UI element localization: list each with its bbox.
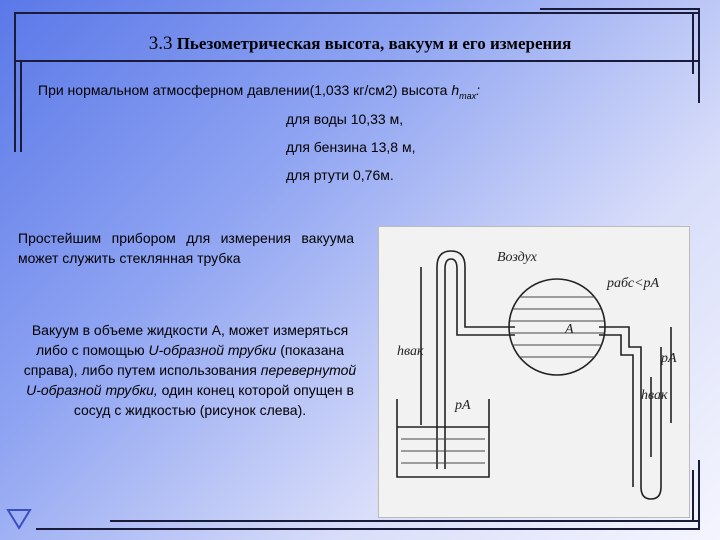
triangle-nav-icon[interactable] <box>6 508 32 535</box>
intro-sentence: При нормальном атмосферном давлении(1,033 кг/см2) высота <box>38 82 452 98</box>
inverted-u-tube-outer <box>437 251 515 469</box>
inverted-u-tube-inner <box>445 259 515 469</box>
vacuum-diagram <box>378 226 690 518</box>
title-underline <box>14 60 700 62</box>
u-tube-inner <box>599 335 633 487</box>
vessel-a-label: A <box>565 322 574 337</box>
air-label: Воздух <box>497 250 537 265</box>
page-title <box>0 33 720 55</box>
intro-text <box>38 82 480 101</box>
frame-bottom-line <box>36 528 700 530</box>
hvak-right-label: hвак <box>641 388 668 403</box>
pa-right-label: pA <box>661 351 677 366</box>
item-water: для воды 10,33 м, <box>286 111 404 127</box>
intro-h-symbol: h <box>451 82 460 98</box>
paragraph-simplest-device: Простейшим прибором для измерения вакуума может служить стеклянная трубка <box>18 230 354 266</box>
frame-bottom-inner-line <box>110 520 700 522</box>
vessel-a-sphere <box>509 279 605 375</box>
title-number: 3.3 <box>148 33 173 54</box>
para2-inverted-u-tube: перевернутой U-образной трубки, <box>26 362 357 398</box>
hvak-left-label: hвак <box>397 344 424 359</box>
frame-left-inner-line <box>20 60 22 152</box>
para2-line2: (показана справа), либо путем использования <box>23 342 345 378</box>
pabs-label: pабс<pA <box>607 276 660 291</box>
frame-right-line <box>698 8 700 103</box>
left-vessel-liquid-hatch <box>401 439 485 463</box>
title-text: Пьезометрическая высота, вакуум и его измерения <box>176 34 572 53</box>
intro-h-subscript: max <box>459 90 477 101</box>
paragraph-vacuum-measurement <box>22 320 358 420</box>
item-mercury: для ртути 0,76м. <box>286 167 394 183</box>
frame-bottom-right-line <box>698 460 700 530</box>
frame-top-right-line <box>540 8 700 10</box>
vacuum-diagram-svg <box>379 227 689 517</box>
left-vessel <box>397 399 489 477</box>
sphere-liquid-hatch <box>510 297 604 357</box>
pa-left-label: pA <box>455 398 471 413</box>
para2-line3: один конец которой опущен в сосуд с жидкостью (рисунок слева). <box>73 382 354 418</box>
para2-line1: Вакуум в объеме жидкости А, может измеряться либо с помощью <box>31 322 349 358</box>
frame-top-line <box>14 12 700 14</box>
para2-u-tube: U-образной трубки <box>148 342 277 358</box>
intro-colon: : <box>476 82 481 98</box>
frame-bottom-right-inner-line <box>692 470 694 522</box>
item-gasoline: для бензина 13,8 м, <box>286 139 416 155</box>
